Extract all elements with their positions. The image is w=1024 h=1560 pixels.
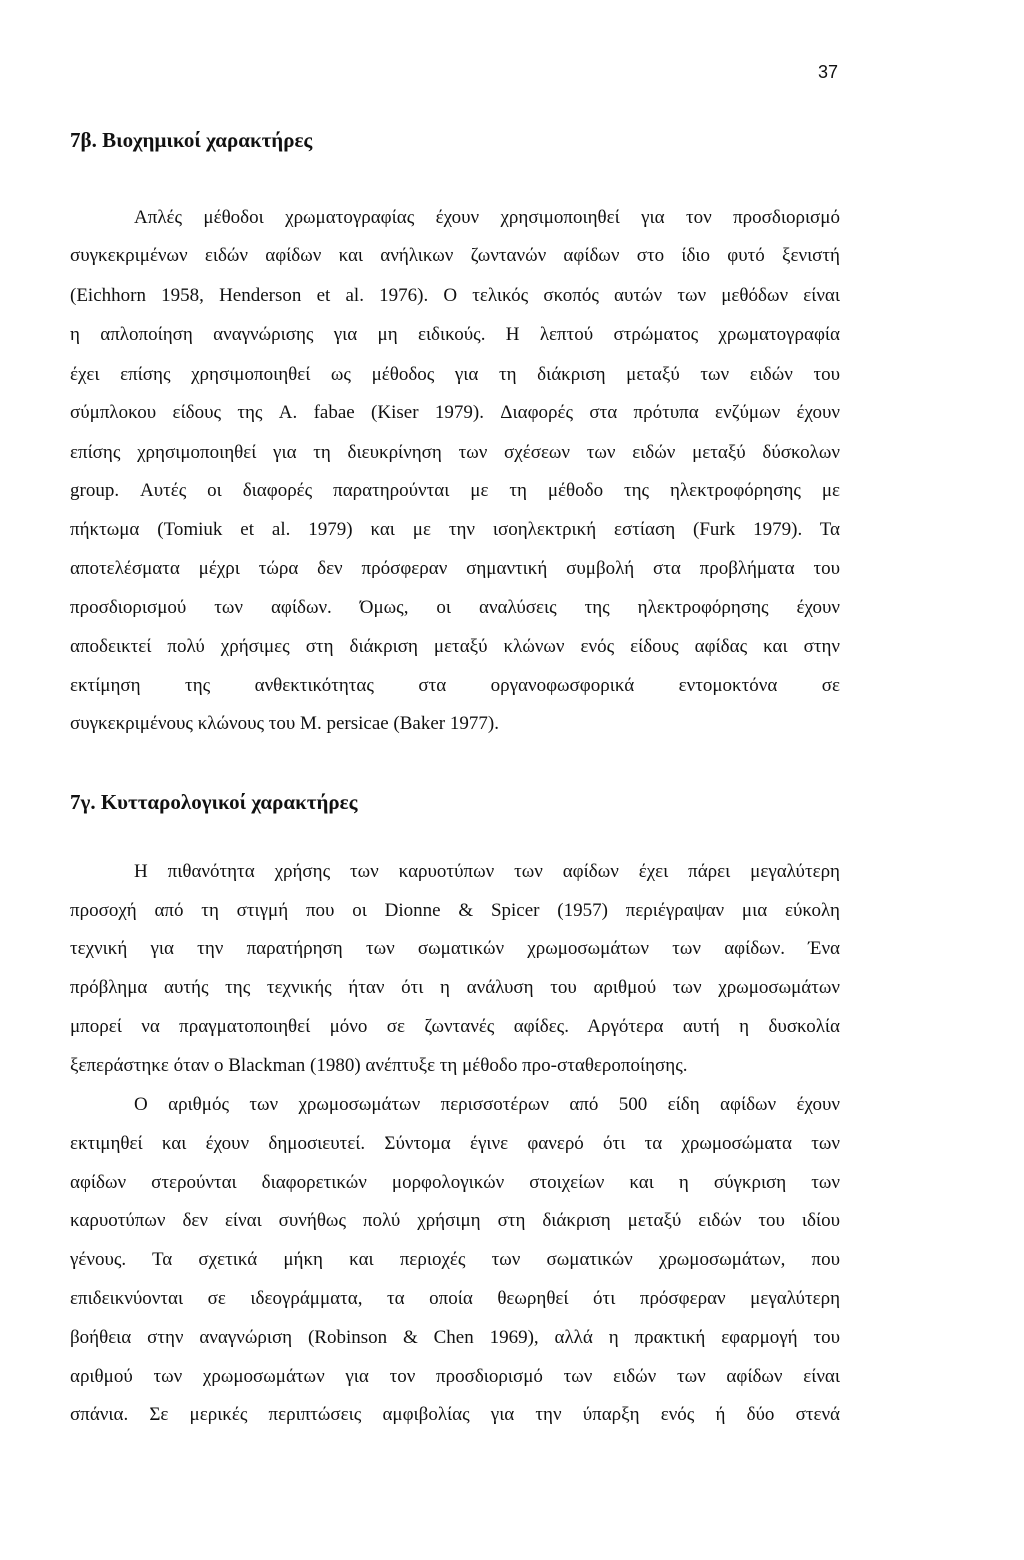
text-line: μπορεί να πραγματοποιηθεί μόνο σε ζωντανές αφίδες. Αργότερα αυτή η δυσκολία (70, 1016, 840, 1037)
text-line: προσοχή από τη στιγμή που οι Dionne & Spicer (1957) περιέγραψαν μια εύκολη (70, 900, 840, 921)
text-line: γένους. Τα σχετικά μήκη και περιοχές των σωματικών χρωμοσωμάτων, που (70, 1249, 840, 1270)
page-number: 37 (818, 62, 839, 82)
text-line: προσδιορισμού των αφίδων. Όμως, οι αναλύσεις της ηλεκτροφόρησης έχουν (70, 597, 840, 618)
text-line: εκτιμηθεί και έχουν δημοσιευτεί. Σύντομα έγινε φανερό ότι τα χρωμοσώματα των (70, 1133, 840, 1154)
text-line: πήκτωμα (Tomiuk et al. 1979) και με την ισοηλεκτρική εστίαση (Furk 1979). Τα (70, 519, 840, 540)
text-line: σύμπλοκου είδους της A. fabae (Kiser 1979). Διαφορές στα πρότυπα ενζύμων έχουν (70, 402, 840, 423)
text-line: η απλοποίηση αναγνώρισης για μη ειδικούς. Η λεπτού στρώματος χρωματογραφία (70, 324, 840, 345)
text-line: έχει επίσης χρησιμοποιηθεί ως μέθοδος για τη διάκριση μεταξύ των ειδών του (70, 364, 840, 385)
section-heading-biochemical: 7β. Βιοχημικοί χαρακτήρες (70, 128, 313, 152)
text-line: αριθμού των χρωμοσωμάτων για τον προσδιορισμό των ειδών των αφίδων είναι (70, 1366, 840, 1387)
text-line: εκτίμηση της ανθεκτικότητας στα οργανοφωσφορικά εντομοκτόνα σε (70, 675, 840, 696)
text-line: Απλές μέθοδοι χρωματογραφίας έχουν χρησιμοποιηθεί για τον προσδιορισμό (134, 207, 840, 228)
text-line: Ο αριθμός των χρωμοσωμάτων περισσοτέρων από 500 είδη αφίδων έχουν (134, 1094, 840, 1115)
text-line: Η πιθανότητα χρήσης των καρυοτύπων των αφίδων έχει πάρει μεγαλύτερη (134, 861, 840, 882)
text-line: αφίδων στερούνται διαφορετικών μορφολογικών στοιχείων και η σύγκριση των (70, 1172, 840, 1193)
text-line: πρόβλημα αυτής της τεχνικής ήταν ότι η ανάλυση του αριθμού των χρωμοσωμάτων (70, 977, 840, 998)
text-line: συγκεκριμένων ειδών αφίδων και ανήλικων ζωντανών αφίδων στο ίδιο φυτό ξενιστή (70, 245, 840, 266)
text-line: επιδεικνύονται σε ιδεογράμματα, τα οποία θεωρηθεί ότι πρόσφεραν μεγαλύτερη (70, 1288, 840, 1309)
text-line: αποδεικτεί πολύ χρήσιμες στη διάκριση μεταξύ κλώνων ενός είδους αφίδας και στην (70, 636, 840, 657)
text-line: (Eichhorn 1958, Henderson et al. 1976). Ο τελικός σκοπός αυτών των μεθόδων είναι (70, 285, 840, 306)
text-line: σπάνια. Σε μερικές περιπτώσεις αμφιβολίας για την ύπαρξη ενός ή δύο στενά (70, 1404, 840, 1425)
text-line: επίσης χρησιμοποιηθεί για τη διευκρίνηση των σχέσεων των ειδών μεταξύ δύσκολων (70, 442, 840, 463)
text-line: αποτελέσματα μέχρι τώρα δεν πρόσφεραν σημαντική συμβολή στα προβλήματα του (70, 558, 840, 579)
text-line: ξεπεράστηκε όταν ο Blackman (1980) ανέπτυξε τη μέθοδο προ-σταθεροποίησης. (70, 1055, 688, 1076)
section-heading-cytological: 7γ. Κυτταρολογικοί χαρακτήρες (70, 790, 358, 814)
text-line: συγκεκριμένους κλώνους του M. persicae (Baker 1977). (70, 713, 499, 734)
text-line: καρυοτύπων δεν είναι συνήθως πολύ χρήσιμη στη διάκριση μεταξύ ειδών του ιδίου (70, 1210, 840, 1231)
text-line: τεχνική για την παρατήρηση των σωματικών χρωμοσωμάτων των αφίδων. Ένα (70, 938, 840, 959)
text-line: βοήθεια στην αναγνώριση (Robinson & Chen 1969), αλλά η πρακτική εφαρμογή του (70, 1327, 840, 1348)
text-line: group. Αυτές οι διαφορές παρατηρούνται με τη μέθοδο της ηλεκτροφόρησης με (70, 480, 840, 501)
